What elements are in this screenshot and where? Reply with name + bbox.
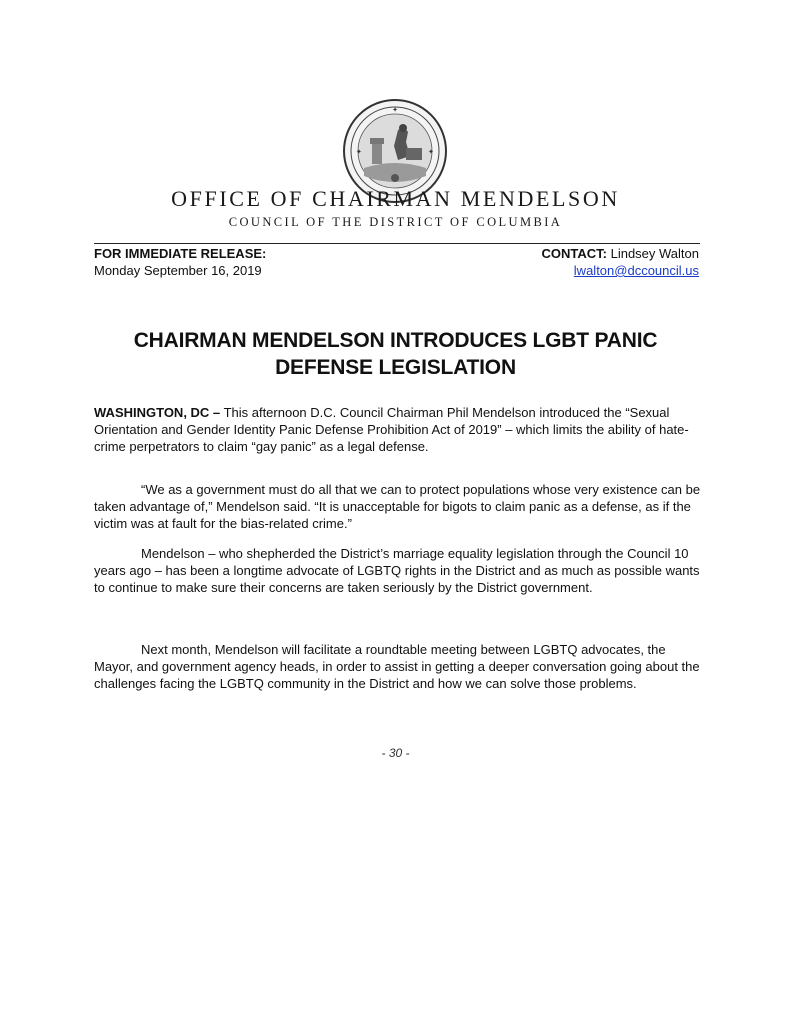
dateline: WASHINGTON, DC – — [94, 405, 221, 420]
svg-text:✦: ✦ — [356, 148, 362, 156]
office-title: OFFICE OF CHAIRMAN MENDELSON — [171, 186, 620, 211]
svg-text:✦: ✦ — [428, 148, 434, 156]
headline: CHAIRMAN MENDELSON INTRODUCES LGBT PANIC DEFENSE LEGISLATION — [133, 329, 658, 379]
svg-text:✦: ✦ — [392, 106, 398, 114]
contact-line — [541, 246, 699, 261]
release-date: Monday September 16, 2019 — [94, 263, 262, 278]
contact-email-link[interactable]: lwalton@dccouncil.us — [573, 263, 699, 278]
paragraph-1-text: This afternoon D.C. Council Chairman Phil Mendelson introduced the “Sexual Orientation and Gender Identity Panic Defense Prohibition Act of 2019” – which limits the ability of hate-crime perpetrators to claim “gay panic” as a legal defense. — [94, 405, 689, 454]
paragraph-1 — [94, 404, 702, 455]
header-divider — [94, 243, 700, 244]
contact-label: CONTACT: — [541, 246, 607, 261]
paragraph-3: Mendelson – who shepherded the District’s marriage equality legislation through the Council 10 years ago – has been a longtime advocate of LGBTQ rights in the District and as much as possible wants to continue to make sure their concerns are taken seriously by the District government. — [94, 546, 700, 595]
paragraph-4: Next month, Mendelson will facilitate a roundtable meeting between LGBTQ advocates, the Mayor, and government agency heads, in order to assist in getting a deeper conversation going about the challenges facing the LGBTQ community in the District and how we can solve those problems. — [94, 642, 700, 691]
contact-name: Lindsey Walton — [610, 246, 699, 261]
council-title: COUNCIL OF THE DISTRICT OF COLUMBIA — [228, 215, 563, 229]
release-label: FOR IMMEDIATE RELEASE: — [94, 246, 267, 261]
page-end-marker: - 30 - — [381, 746, 410, 760]
paragraph-2: “We as a government must do all that we can to protect populations whose very existence can be taken advantage of,” Mendelson said. “It is unacceptable for bigots to claim panic as a defense, as if the victim was at fault for the bias-related crime.” — [94, 482, 701, 531]
